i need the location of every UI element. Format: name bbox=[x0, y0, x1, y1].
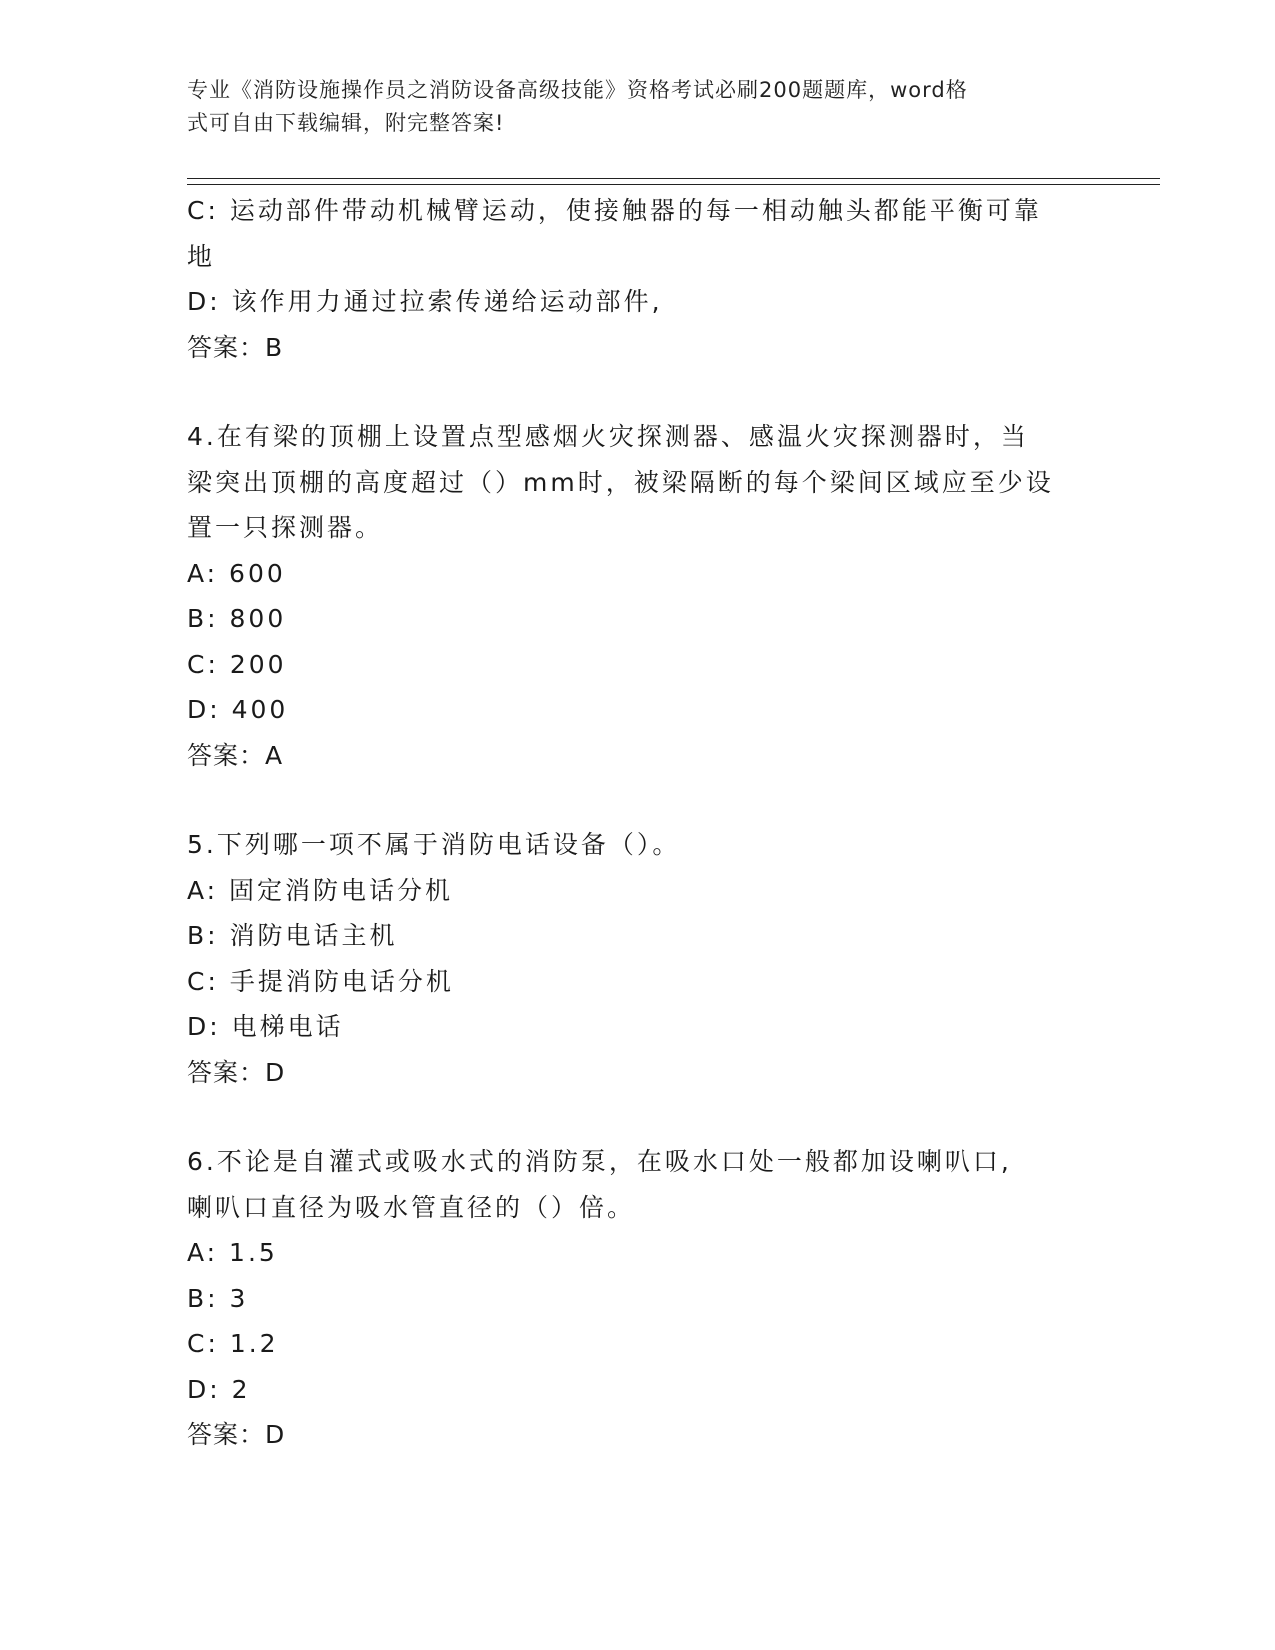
q4-option-d: D: 400 bbox=[187, 695, 289, 724]
q4-stem-line-3: 置一只探测器。 bbox=[187, 513, 384, 542]
header-title-line-2: 式可自由下载编辑，附完整答案! bbox=[187, 111, 505, 135]
q3-option-d: D: 该作用力通过拉索传递给运动部件, bbox=[187, 287, 663, 316]
spacer bbox=[187, 1095, 1087, 1139]
q3-option-c-line-2: 地 bbox=[187, 241, 216, 271]
q4-stem-line-2: 梁突出顶棚的高度超过（）mm时，被梁隔断的每个梁间区域应至少设 bbox=[187, 467, 1054, 497]
q6-option-d: D: 2 bbox=[187, 1374, 251, 1404]
question-3-tail bbox=[187, 188, 1087, 370]
q3-answer: 答案：B bbox=[187, 332, 284, 362]
q6-stem-line-1: 6.不论是自灌式或吸水式的消防泵，在吸水口处一般都加设喇叭口, bbox=[187, 1147, 1012, 1176]
q6-stem-line-2: 喇叭口直径为吸水管直径的（）倍。 bbox=[187, 1192, 636, 1222]
q4-option-c: C: 200 bbox=[187, 649, 287, 679]
spacer bbox=[187, 778, 1087, 822]
q3-option-c-line-1: C: 运动部件带动机械臂运动，使接触器的每一相动触头都能平衡可靠 bbox=[187, 196, 1042, 225]
question-6 bbox=[187, 1139, 1087, 1458]
header-divider bbox=[187, 178, 1160, 185]
q4-option-a: A: 600 bbox=[187, 558, 286, 588]
question-4 bbox=[187, 414, 1087, 778]
header-title-line-1: 专业《消防设施操作员之消防设备高级技能》资格考试必刷200题题库，word格 bbox=[187, 78, 968, 102]
q5-answer: 答案：D bbox=[187, 1057, 286, 1087]
q5-option-d: D: 电梯电话 bbox=[187, 1012, 344, 1041]
q4-stem-line-1: 4.在有梁的顶棚上设置点型感烟火灾探测器、感温火灾探测器时，当 bbox=[187, 422, 1029, 451]
q6-option-a: A: 1.5 bbox=[187, 1238, 278, 1267]
q6-option-b: B: 3 bbox=[187, 1283, 249, 1313]
q6-answer: 答案：D bbox=[187, 1420, 286, 1449]
q5-stem-line-1: 5.下列哪一项不属于消防电话设备（）。 bbox=[187, 830, 681, 859]
question-list bbox=[187, 188, 1087, 1458]
q5-option-a: A: 固定消防电话分机 bbox=[187, 875, 454, 905]
document-header bbox=[187, 74, 1087, 140]
spacer bbox=[187, 370, 1087, 414]
q4-option-b: B: 800 bbox=[187, 604, 287, 633]
question-5 bbox=[187, 822, 1087, 1095]
q5-option-b: B: 消防电话主机 bbox=[187, 921, 398, 950]
q6-option-c: C: 1.2 bbox=[187, 1329, 279, 1358]
q4-answer: 答案：A bbox=[187, 740, 284, 770]
q5-option-c: C: 手提消防电话分机 bbox=[187, 966, 454, 996]
